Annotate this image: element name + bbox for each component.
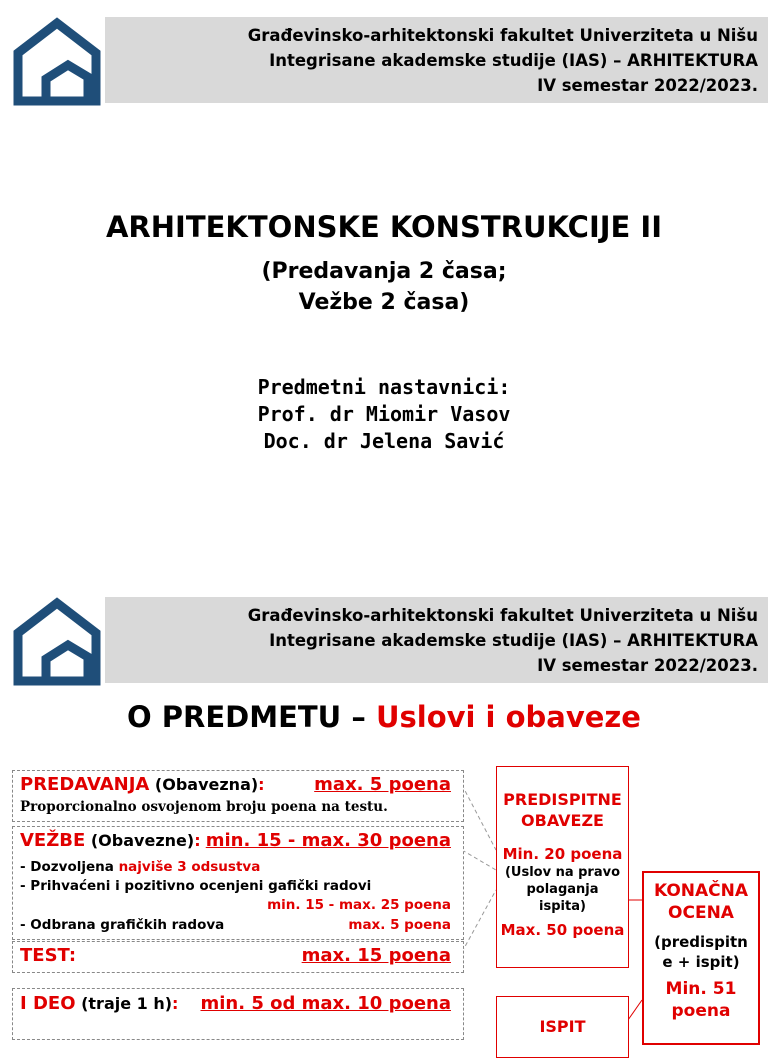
vezbe-label: VEŽBE bbox=[20, 830, 86, 851]
test-box bbox=[12, 941, 464, 973]
house-logo-icon bbox=[12, 17, 102, 107]
konacna-box bbox=[642, 871, 760, 1045]
predavanja-desc: Proporcionalno osvojenom broju poena na testu. bbox=[20, 799, 388, 815]
ispit-box bbox=[496, 996, 629, 1058]
ideo-colon: : bbox=[172, 994, 179, 1013]
konacna-sub-1: (predispitn bbox=[654, 933, 748, 951]
vezbe-bullet-3-points: max. 5 poena bbox=[348, 917, 451, 933]
vezbe-box bbox=[12, 826, 464, 940]
predispitne-title-2: OBAVEZE bbox=[521, 811, 604, 830]
course-lectures: (Predavanja 2 časa; bbox=[261, 259, 507, 284]
slide-2 bbox=[0, 580, 768, 1036]
header-faculty: Građevinsko-arhitektonski fakultet Univerziteta u Nišu bbox=[247, 26, 758, 45]
vezbe-bullet-3: - Odbrana grafičkih radova bbox=[20, 917, 225, 933]
ideo-label: I DEO bbox=[20, 993, 76, 1014]
ideo-paren: (traje 1 h) bbox=[75, 994, 173, 1013]
predavanja-paren: (Obavezna) bbox=[149, 775, 259, 794]
header-semester: IV semestar 2022/2023. bbox=[537, 76, 758, 95]
course-title: ARHITEKTONSKE KONSTRUKCIJE II bbox=[105, 210, 663, 244]
header-program: Integrisane akademske studije (IAS) – ARHITEKTURA bbox=[269, 631, 758, 650]
konacna-min-2: poena bbox=[671, 1001, 731, 1021]
predavanja-heading bbox=[20, 774, 265, 795]
predispitne-max: Max. 50 poena bbox=[500, 921, 625, 939]
predispitne-cond-2: polaganja bbox=[526, 882, 599, 897]
slide-title-red: Uslovi i obaveze bbox=[375, 700, 641, 734]
ideo-points: min. 5 od max. 10 poena bbox=[200, 993, 451, 1014]
ideo-heading bbox=[20, 993, 178, 1014]
header-text bbox=[248, 23, 758, 98]
vezbe-heading bbox=[20, 830, 201, 851]
vezbe-paren: (Obavezne) bbox=[85, 831, 195, 850]
vezbe-bullet-1-red: najviše 3 odsustva bbox=[118, 859, 261, 875]
ideo-box bbox=[12, 988, 464, 1040]
teacher-1: Prof. dr Miomir Vasov bbox=[257, 402, 511, 426]
course-exercises: Vežbe 2 časa) bbox=[298, 290, 470, 315]
test-label: TEST: bbox=[20, 945, 77, 966]
vezbe-points: min. 15 - max. 30 poena bbox=[205, 830, 451, 851]
konacna-title-2: OCENA bbox=[668, 903, 734, 923]
predavanja-colon: : bbox=[258, 775, 265, 794]
teacher-2: Doc. dr Jelena Savić bbox=[263, 429, 505, 453]
predavanja-label: PREDAVANJA bbox=[20, 774, 150, 795]
teachers-label: Predmetni nastavnici: bbox=[257, 375, 511, 399]
vezbe-bullet-2-points: min. 15 - max. 25 poena bbox=[267, 897, 451, 913]
predavanja-box bbox=[12, 770, 464, 822]
predavanja-points: max. 5 poena bbox=[314, 774, 451, 795]
header-faculty: Građevinsko-arhitektonski fakultet Univerziteta u Nišu bbox=[247, 606, 758, 625]
predispitne-cond-1: (Uslov na pravo bbox=[504, 865, 621, 880]
header-band bbox=[105, 17, 768, 103]
vezbe-colon: : bbox=[194, 831, 201, 850]
konacna-min-1: Min. 51 bbox=[665, 979, 737, 999]
slide-title-black: O PREDMETU – bbox=[127, 700, 376, 734]
vezbe-bullet-2: - Prihvaćeni i pozitivno ocenjeni gafički radovi bbox=[20, 878, 372, 894]
header-semester: IV semestar 2022/2023. bbox=[537, 656, 758, 675]
konacna-title-1: KONAČNA bbox=[653, 881, 749, 901]
predispitne-box bbox=[496, 766, 629, 968]
vezbe-bullet-1 bbox=[20, 859, 260, 875]
predispitne-title-1: PREDISPITNE bbox=[503, 790, 622, 809]
test-points: max. 15 poena bbox=[301, 945, 451, 966]
ispit-label: ISPIT bbox=[539, 1017, 586, 1036]
predispitne-min: Min. 20 poena bbox=[502, 845, 623, 863]
vezbe-bullet-1-text: - Dozvoljena bbox=[20, 859, 119, 875]
header-program: Integrisane akademske studije (IAS) – ARHITEKTURA bbox=[269, 51, 758, 70]
predispitne-cond-3: ispita) bbox=[539, 899, 586, 914]
konacna-sub-2: e + ispit) bbox=[662, 953, 740, 971]
